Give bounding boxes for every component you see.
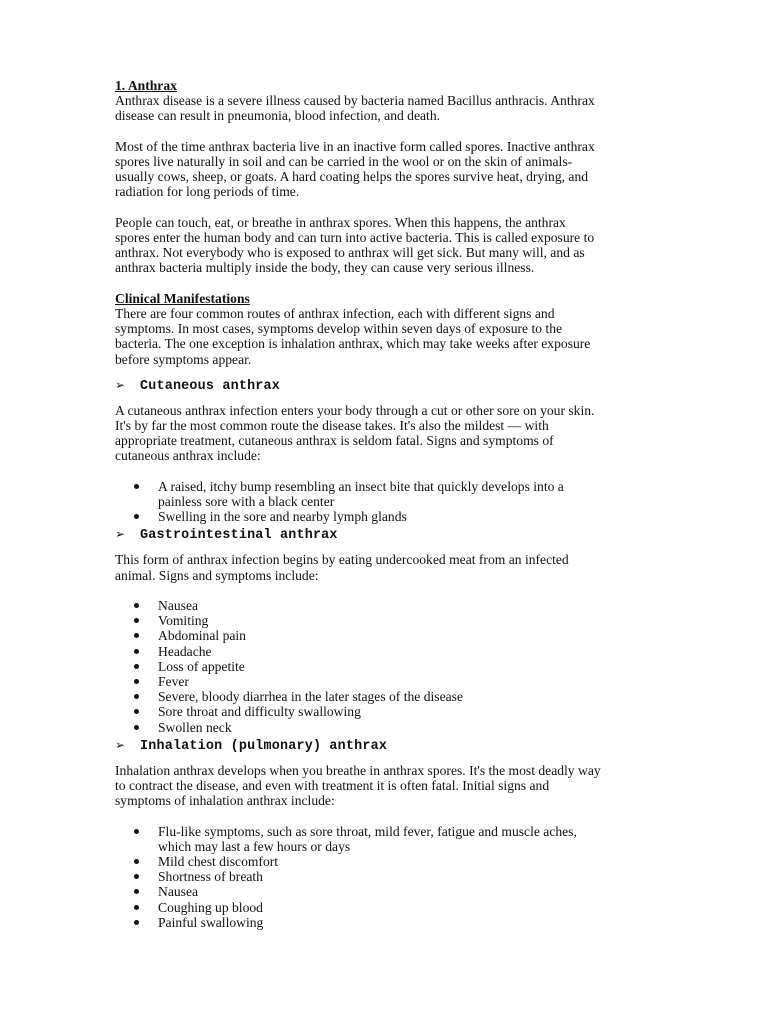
bullet-dot-icon <box>134 679 139 684</box>
text-line: disease can result in pneumonia, blood infection, and death. <box>115 108 441 124</box>
document-body <box>115 78 655 930</box>
text-line: Nausea <box>158 884 199 900</box>
text-line: Loss of appetite <box>158 658 245 674</box>
text-line: There are four common routes of anthrax infection, each with different signs and <box>115 306 555 321</box>
text-line: radiation for long periods of time. <box>115 184 300 200</box>
text-line: anthrax. Not everybody who is exposed to anthrax will get sick. But many will, and as <box>115 245 585 261</box>
text-line: Severe, bloody diarrhea in the later stages of the disease <box>158 689 463 705</box>
bullet-dot-icon <box>134 618 139 623</box>
gastro-symptom-list <box>115 598 655 735</box>
text-line: Vomiting <box>158 613 209 629</box>
text-line: Abdominal pain <box>158 628 246 644</box>
text-line: Mild chest discomfort <box>158 854 279 870</box>
intro-paragraph-1 <box>115 93 655 123</box>
list-item <box>115 689 655 704</box>
list-item <box>115 613 655 628</box>
arrow-bullet-icon: ➢ <box>115 737 126 752</box>
cutaneous-symptom-list <box>115 479 655 525</box>
text-line: A cutaneous anthrax infection enters your body through a cut or other sore on your skin. <box>115 402 595 418</box>
section-title: Inhalation (pulmonary) anthrax <box>140 738 388 754</box>
clinical-paragraph <box>115 306 655 367</box>
bullet-dot-icon <box>134 709 139 714</box>
bullet-dot-icon <box>134 633 139 638</box>
text-line: Sore throat and difficulty swallowing <box>158 704 361 720</box>
bullet-dot-icon <box>134 905 139 910</box>
text-line: This form of anthrax infection begins by eating undercooked meat from an infected <box>115 552 569 568</box>
list-item <box>115 479 655 509</box>
bullet-dot-icon <box>134 694 139 699</box>
arrow-bullet-icon: ➢ <box>115 527 126 542</box>
text-line: People can touch, eat, or breathe in anthrax spores. When this happens, the anthrax <box>115 214 566 230</box>
text-line: Swollen neck <box>158 719 232 735</box>
cutaneous-heading <box>115 375 655 395</box>
bullet-dot-icon <box>134 649 139 654</box>
text-line: Nausea <box>158 598 199 614</box>
text-line: appropriate treatment, cutaneous anthrax is seldom fatal. Signs and symptoms of <box>115 433 554 449</box>
text-line: before symptoms appear. <box>115 351 252 367</box>
text-line: symptoms of inhalation anthrax include: <box>115 793 335 809</box>
list-item <box>115 644 655 659</box>
bullet-dot-icon <box>134 889 139 894</box>
gastro-paragraph <box>115 552 655 582</box>
text-line: spores live naturally in soil and can be carried in the wool or on the skin of animals- <box>115 154 573 169</box>
list-item <box>115 900 655 915</box>
text-line: Painful swallowing <box>158 914 264 930</box>
list-item <box>115 509 655 524</box>
section-title: Cutaneous anthrax <box>140 378 281 394</box>
text-line: Most of the time anthrax bacteria live in an inactive form called spores. Inactive anthrax <box>115 138 595 154</box>
text-line: Coughing up blood <box>158 899 263 915</box>
bullet-dot-icon <box>134 859 139 864</box>
arrow-bullet-icon: ➢ <box>115 377 126 392</box>
list-item <box>115 704 655 719</box>
section-title: Gastrointestinal anthrax <box>140 528 338 544</box>
bullet-dot-icon <box>134 664 139 669</box>
list-item <box>115 915 655 930</box>
bullet-dot-icon <box>134 725 139 730</box>
list-item <box>115 824 655 854</box>
list-item <box>115 884 655 899</box>
list-item <box>115 854 655 869</box>
clinical-heading: Clinical Manifestations <box>115 290 250 306</box>
bullet-dot-icon <box>134 920 139 925</box>
text-line: It's by far the most common route the disease takes. It's also the mildest — with <box>115 418 549 434</box>
text-line: anthrax bacteria multiply inside the body, they can cause very serious illness. <box>115 260 535 276</box>
text-line: which may last a few hours or days <box>158 838 351 854</box>
cutaneous-paragraph <box>115 403 655 464</box>
document-title: 1. Anthrax <box>115 78 177 93</box>
bullet-dot-icon <box>134 484 139 489</box>
text-line: spores enter the human body and can turn into active bacteria. This is called exposure to <box>115 230 595 245</box>
text-line: Swelling in the sore and nearby lymph glands <box>158 509 407 525</box>
text-line: Anthrax disease is a severe illness caused by bacteria named Bacillus anthracis. Anthrax <box>115 93 595 109</box>
list-item <box>115 659 655 674</box>
text-line: painless sore with a black center <box>158 494 335 510</box>
list-item <box>115 720 655 735</box>
inhalation-paragraph <box>115 763 655 809</box>
list-item <box>115 598 655 613</box>
inhalation-heading <box>115 735 655 755</box>
text-line: Inhalation anthrax develops when you breathe in anthrax spores. It's the most deadly way <box>115 762 601 778</box>
list-item <box>115 674 655 689</box>
bullet-dot-icon <box>134 514 139 519</box>
inhalation-symptom-list <box>115 824 655 930</box>
intro-paragraph-2 <box>115 139 655 200</box>
text-line: Headache <box>158 643 212 659</box>
text-line: cutaneous anthrax include: <box>115 448 261 464</box>
list-item <box>115 628 655 643</box>
text-line: Shortness of breath <box>158 869 263 885</box>
text-line: Fever <box>158 674 189 690</box>
bullet-dot-icon <box>134 603 139 608</box>
bullet-dot-icon <box>134 829 139 834</box>
text-line: Flu-like symptoms, such as sore throat, mild fever, fatigue and muscle aches, <box>158 823 577 839</box>
text-line: usually cows, sheep, or goats. A hard coating helps the spores survive heat, drying, and <box>115 169 589 185</box>
intro-paragraph-3 <box>115 215 655 276</box>
text-line: symptoms. In most cases, symptoms develop within seven days of exposure to the <box>115 321 563 337</box>
text-line: to contract the disease, and even with treatment it is often fatal. Initial signs and <box>115 778 550 794</box>
bullet-dot-icon <box>134 874 139 879</box>
text-line: bacteria. The one exception is inhalation anthrax, which may take weeks after exposure <box>115 336 591 352</box>
gastro-heading <box>115 524 655 544</box>
list-item <box>115 869 655 884</box>
text-line: animal. Signs and symptoms include: <box>115 567 319 583</box>
text-line: A raised, itchy bump resembling an insect bite that quickly develops into a <box>158 478 564 494</box>
